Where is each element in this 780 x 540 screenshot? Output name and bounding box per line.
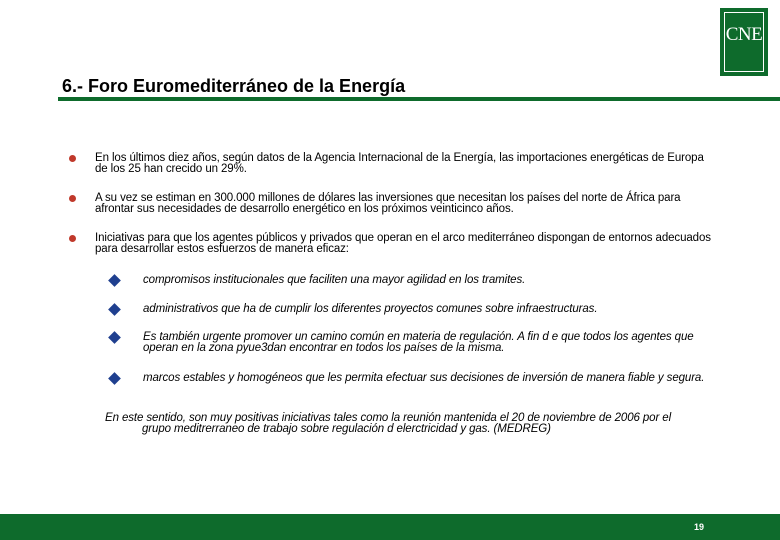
diamond-bullet-icon: [108, 274, 121, 287]
closing-line-1: En este sentido, son muy positivas iniciativas tales como la reunión mantenida el 20 de noviembre de 2006 por el: [105, 412, 672, 424]
bullet-dot-icon: [69, 235, 76, 242]
sub-bullet-item: [143, 373, 718, 384]
sub-bullet-item: [143, 275, 718, 286]
sub-bullet-item: [143, 332, 718, 354]
sub-bullet-text: Es también urgente promover un camino común en materia de regulación. A fin d e que todos los agentes que operan en la zona pyue3dan encontrar en todos los países de la misma.: [143, 331, 694, 354]
sub-bullet-text: marcos estables y homogéneos que les permita efectuar sus decisiones de inversión de manera fiable y segura.: [143, 372, 705, 384]
cne-logo: [720, 8, 768, 76]
bullet-text: Iniciativas para que los agentes públicos y privados que operan en el arco mediterráneo dispongan de entornos adecuados para desarrollar estos esfuerzos de manera eficaz:: [95, 232, 711, 255]
title-underline: [58, 97, 780, 101]
diamond-bullet-icon: [108, 372, 121, 385]
bullet-text: En los últimos diez años, según datos de la Agencia Internacional de la Energía, las importaciones energéticas de Europa de los 25 han crecido un 29%.: [95, 152, 704, 175]
bullet-item: [95, 193, 715, 215]
page-number: 19: [694, 522, 705, 532]
sub-bullet-item: [143, 304, 718, 315]
logo-text: CNE: [725, 24, 763, 45]
bullet-dot-icon: [69, 195, 76, 202]
bullet-item: [95, 153, 715, 175]
diamond-bullet-icon: [108, 331, 121, 344]
diamond-bullet-icon: [108, 303, 121, 316]
bullet-item: [95, 233, 715, 255]
sub-bullet-text: administrativos que ha de cumplir los diferentes proyectos comunes sobre infraestructuras.: [143, 303, 598, 315]
slide-title: 6.- Foro Euromediterráneo de la Energía: [62, 76, 406, 96]
closing-paragraph: [105, 413, 715, 435]
bullet-dot-icon: [69, 155, 76, 162]
sub-bullet-text: compromisos institucionales que faciliten una mayor agilidad en los tramites.: [143, 274, 526, 286]
closing-line-2: grupo meditrerraneo de trabajo sobre regulación d elerctricidad y gas. (MEDREG): [142, 423, 551, 435]
bullet-text: A su vez se estiman en 300.000 millones de dólares las inversiones que necesitan los países del norte de África para afrontar sus necesidades de desarrollo energético en los próximos veinticinco años.: [95, 192, 681, 215]
footer-bar: [0, 514, 780, 540]
